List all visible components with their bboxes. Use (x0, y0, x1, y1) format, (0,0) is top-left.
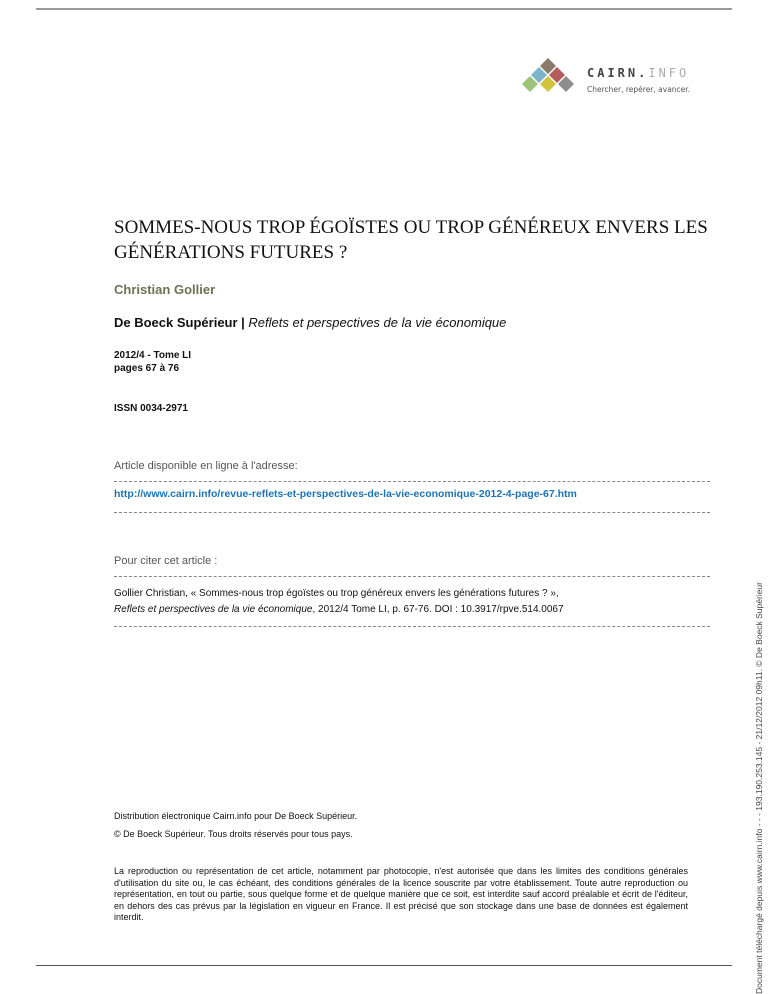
logo-tagline: Chercher, repérer, avancer. (587, 85, 691, 94)
citation-line-2 (114, 604, 564, 615)
article-title: SOMMES-NOUS TROP ÉGOÏSTES OU TROP GÉNÉREUX ENVERS LES GÉNÉRATIONS FUTURES ? (114, 217, 708, 263)
available-label: Article disponible en ligne à l'adresse: (114, 460, 298, 472)
journal-name[interactable]: Reflets et perspectives de la vie économique (248, 315, 507, 330)
legal-notice: La reproduction ou représentation de cet article, notamment par photocopie, n'est autorisée que dans les limites des conditions générales d'utilisation du site ou, le cas échéant, des conditions générales de la licence souscrite par votre établissement. Toute autre reproduction ou représentation, en tout ou partie, sous quelque forme et de quelque manière que ce soit, est interdite sauf accord préalable et écrit de l'éditeur, en dehors des cas prévus par la législation en vigueur en France. Il est précisé que son stockage dans une base de données est également interdit. (114, 866, 688, 923)
download-watermark: Document téléchargé depuis www.cairn.info - - - 193.190.253.145 - 21/12/2012 09h11. © De Boeck Supérieur (754, 582, 764, 994)
divider (114, 512, 710, 513)
author-name[interactable]: Christian Gollier (114, 282, 216, 297)
publisher-name[interactable]: De Boeck Supérieur (114, 315, 238, 330)
cairn-logo[interactable] (510, 58, 700, 102)
cairn-wordmark (587, 66, 689, 80)
citation-journal: Reflets et perspectives de la vie économique (114, 604, 313, 615)
wordmark-main: CAIRN (587, 66, 639, 80)
divider (114, 626, 710, 627)
wordmark-info: INFO (648, 66, 690, 80)
wordmark-dot: . (638, 66, 649, 80)
cite-label: Pour citer cet article : (114, 555, 218, 567)
citation-details: , 2012/4 Tome LI, p. 67-76. DOI : 10.3917/rpve.514.0067 (312, 604, 564, 615)
divider (114, 481, 710, 482)
citation-line-1: Gollier Christian, « Sommes-nous trop égoïstes ou trop généreux envers les générations futures ? », (114, 588, 559, 599)
issn: ISSN 0034-2971 (114, 403, 188, 414)
publisher-separator: | (237, 315, 249, 330)
divider (114, 576, 710, 577)
top-rule (36, 8, 732, 10)
publisher-line (114, 315, 506, 330)
page-range: pages 67 à 76 (114, 363, 180, 374)
article-url-link[interactable]: http://www.cairn.info/revue-reflets-et-perspectives-de-la-vie-economique-2012-4-page-67.htm (114, 488, 577, 500)
issue-info: 2012/4 - Tome LI (114, 350, 192, 361)
copyright-note: © De Boeck Supérieur. Tous droits réservés pour tous pays. (114, 829, 353, 839)
bottom-rule (36, 965, 732, 966)
cairn-diamond-mark-icon (510, 58, 586, 102)
distribution-note: Distribution électronique Cairn.info pour De Boeck Supérieur. (114, 811, 358, 821)
